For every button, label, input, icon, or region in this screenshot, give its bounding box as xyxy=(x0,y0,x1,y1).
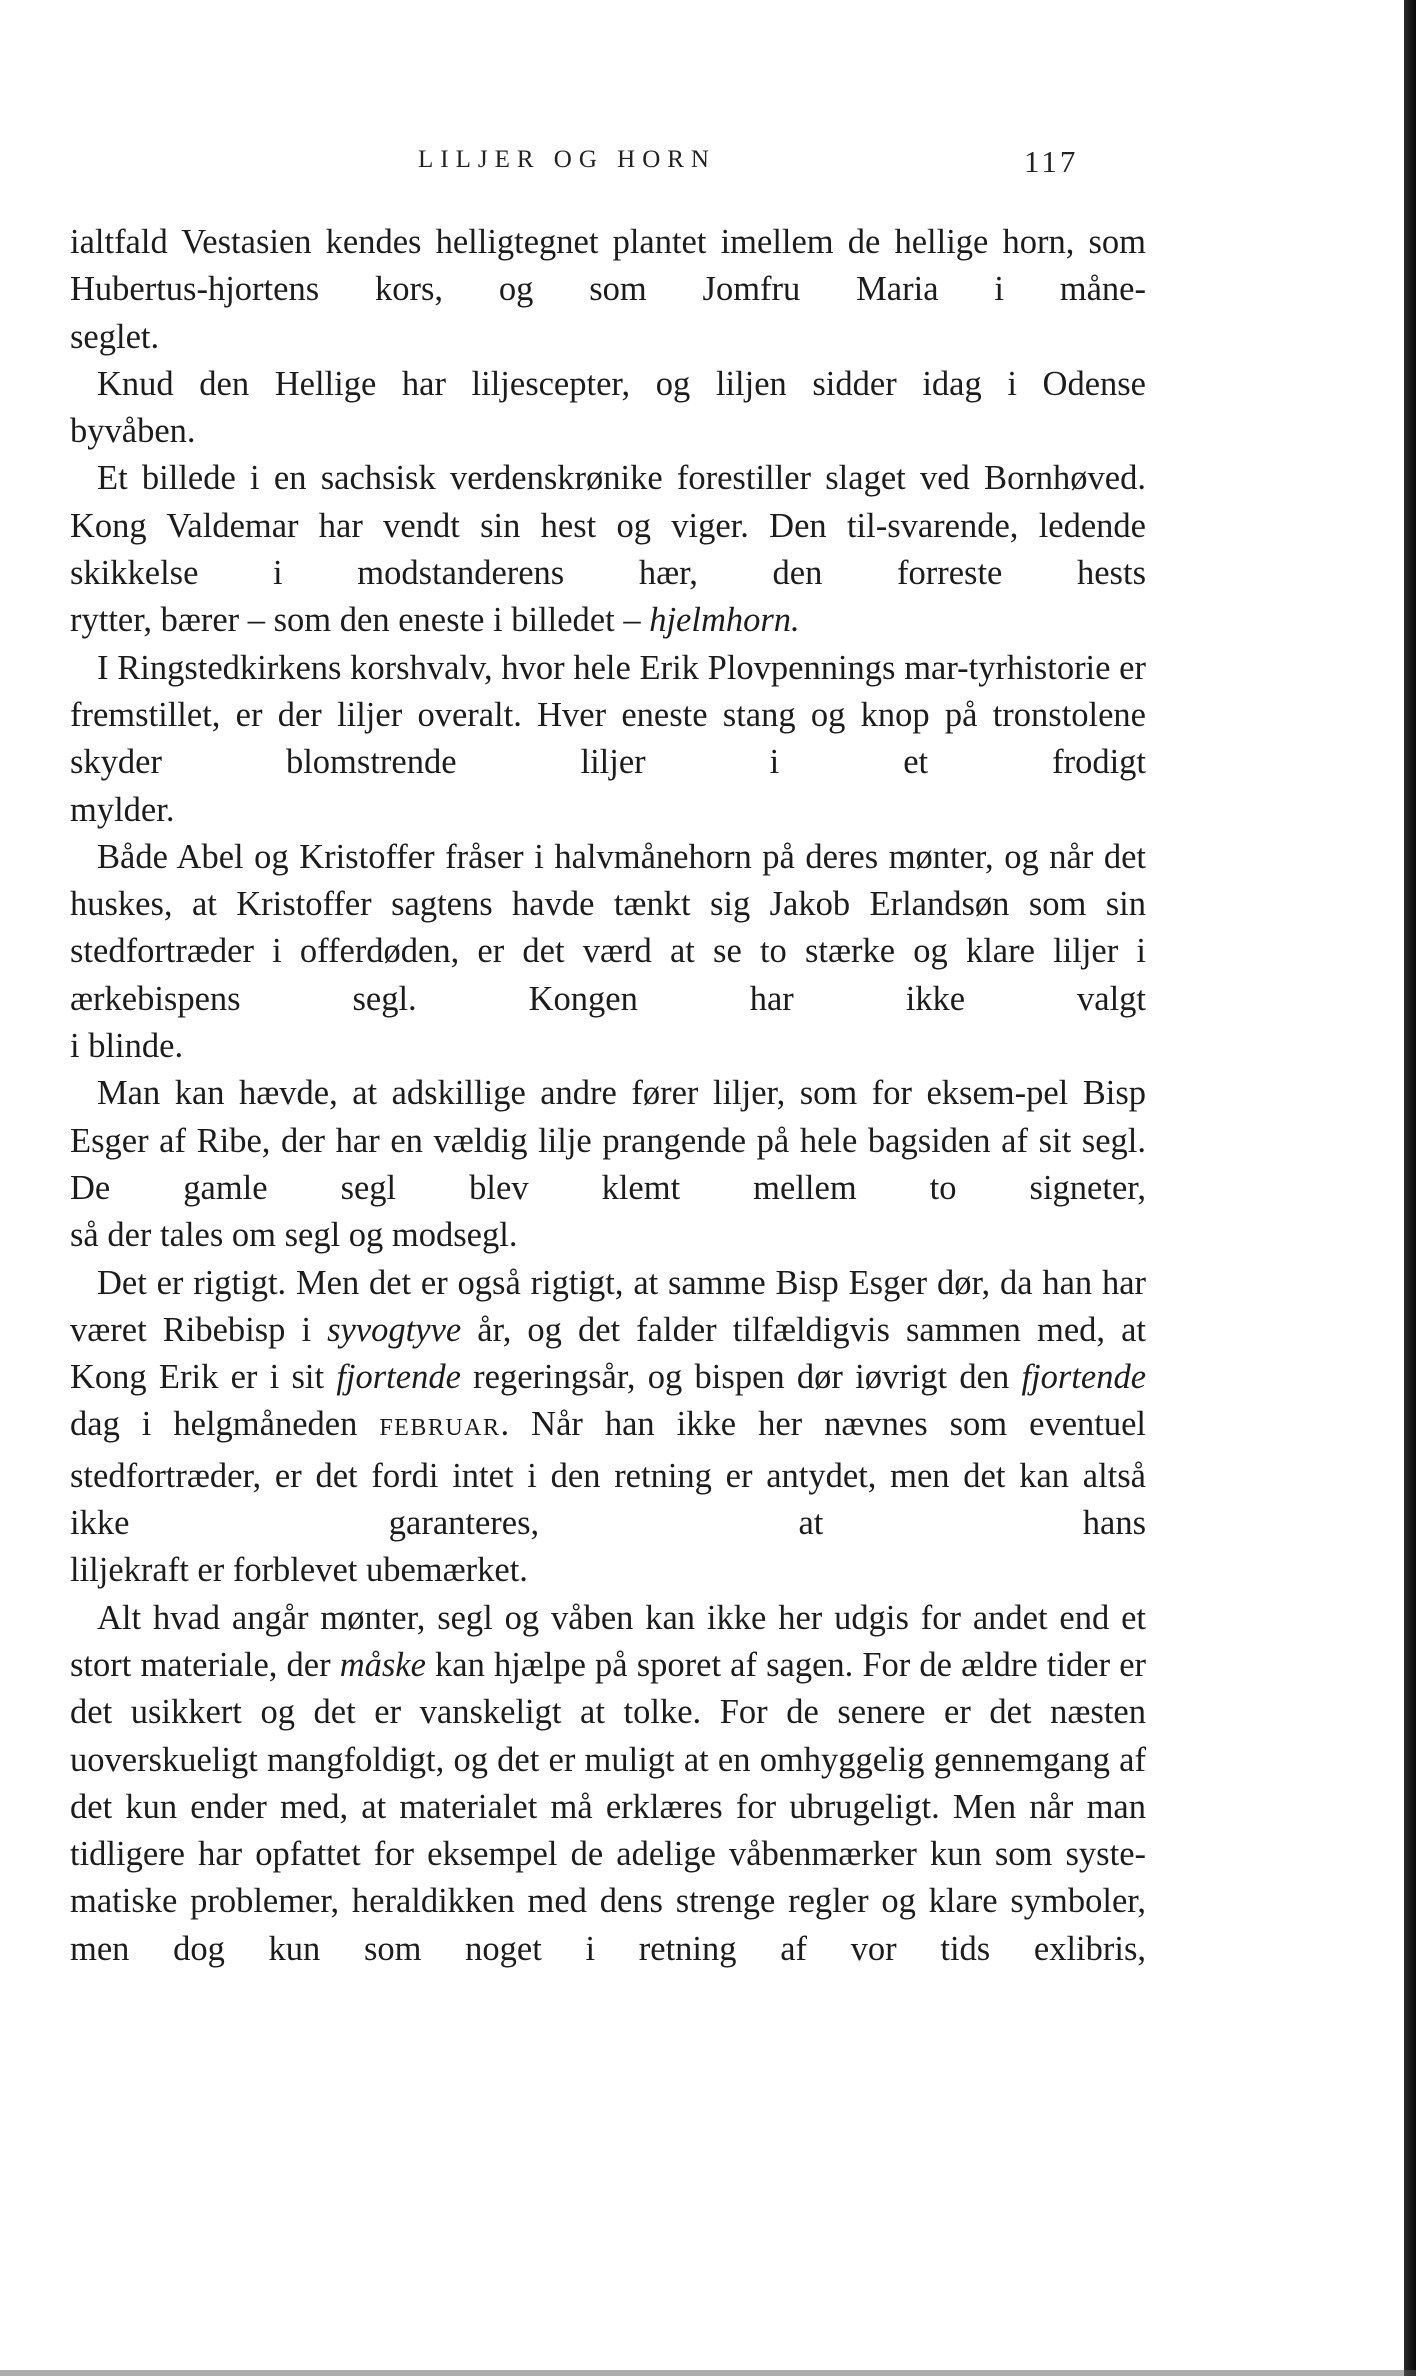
paragraph-1-last-line: seglet. xyxy=(70,317,160,356)
page-bottom-edge xyxy=(0,2370,1416,2376)
paragraph-7-text-4: dag i helgmåneden xyxy=(70,1405,380,1444)
paragraph-3-body: Et billede i en sachsisk verdenskrønike forestiller slaget ved Bornhøved. Kong Valdemar har vendt sin hest og viger. Den til-svarende, ledende skikkelse i modstanderens hær, den forreste hests xyxy=(70,459,1146,593)
paragraph-8-text-2: kan hjælpe på sporet af sagen. For de ældre tider er det usikkert og det er vanskeligt at tolke. For de senere er det næsten uoverskueligt mangfoldigt, og det er muligt at en omhyggelig gennemgang af det kun ender med, at materialet må erklæres for ubrugeligt. Men når man tidligere har opfattet for eksempel de adelige våbenmærker kun som syste-matiske problemer, heraldikken med dens strenge regler og klare symboler, men dog kun som noget i retning af vor tids exlibris, xyxy=(70,1645,1146,1968)
paragraph-5-body: Både Abel og Kristoffer fråser i halvmånehorn på deres mønter, og når det huskes, at Kristoffer sagtens havde tænkt sig Jakob Erlandsøn som sin stedfortræder i offerdøden, er det værd at se to stærke og klare liljer i ærkebispens segl. Kongen har ikke valgt xyxy=(70,837,1146,1018)
italic-hjelmhorn: hjelmhorn. xyxy=(649,601,800,640)
paragraph-8 xyxy=(70,1595,1146,1973)
italic-fjortende-2: fjortende xyxy=(1021,1358,1147,1397)
paragraph-2 xyxy=(70,361,1146,456)
italic-maske: måske xyxy=(339,1645,426,1684)
italic-fjortende-1: fjortende xyxy=(336,1358,461,1397)
paragraph-5 xyxy=(70,834,1146,1070)
paragraph-1-body: ialtfald Vestasien kendes helligtegnet plantet imellem de hellige horn, som Hubertus-hjortens kors, og som Jomfru Maria i måne- xyxy=(70,223,1146,309)
page-number: 117 xyxy=(1024,144,1079,179)
paragraph-6-last-line: så der tales om segl og modsegl. xyxy=(70,1216,518,1255)
paragraph-7-text-3: regeringsår, og bispen dør iøvrigt den xyxy=(460,1358,1022,1397)
paragraph-2-last-line: byvåben. xyxy=(70,412,196,451)
paragraph-7-text-1: Det er rigtigt. Men det er også rigtigt, at samme Bisp Esger dør, da han har været Ribebisp i xyxy=(70,1263,1146,1349)
paragraph-3 xyxy=(70,455,1146,644)
paragraph-4-body: I Ringstedkirkens korshvalv, hvor hele Erik Plovpennings mar-tyrhistorie er fremstillet, er der liljer overalt. Hver eneste stang og knop på tronstolene skyder blomstrende liljer i et frodigt xyxy=(70,648,1146,782)
paragraph-5-last-line: i blinde. xyxy=(70,1027,184,1066)
small-caps-februar: FEBRUAR xyxy=(379,1415,501,1442)
paragraph-6-body: Man kan hævde, at adskillige andre fører liljer, som for eksem-pel Bisp Esger af Ribe, der har en vældig lilje prangende på hele bagsiden af sit segl. De gamle segl blev klemt mellem to signeter, xyxy=(70,1074,1146,1207)
paragraph-2-body: Knud den Hellige har liljescepter, og liljen sidder idag i Odense xyxy=(97,364,1146,403)
paragraph-4-last-line: mylder. xyxy=(70,790,175,829)
body-text xyxy=(70,219,1146,1973)
paragraph-4 xyxy=(70,645,1146,834)
paragraph-7 xyxy=(70,1260,1146,1595)
paragraph-1 xyxy=(70,219,1146,361)
paragraph-8-text-1: Alt hvad angår mønter, segl og våben kan ikke her udgis for andet end et stort materiale, der xyxy=(70,1598,1146,1684)
page-header xyxy=(418,146,1118,186)
paragraph-3-last-line xyxy=(70,597,1146,644)
running-title: LILJER OG HORN xyxy=(418,146,716,173)
paragraph-6 xyxy=(70,1070,1146,1259)
italic-syvogtyve: syvogtyve xyxy=(327,1310,462,1349)
paragraph-3-last-text: rytter, bærer – som den eneste i billedet – xyxy=(70,601,650,640)
paragraph-7-text-5: . Når han ikke her nævnes som eventuel stedfortræder, er det fordi intet i den retning er antydet, men det kan altså ikke garanteres, at hans xyxy=(70,1405,1146,1543)
paragraph-7-last-line: liljekraft er forblevet ubemærket. xyxy=(70,1551,528,1590)
paragraph-7-text-2: år, og det falder tilfældigvis sammen med, at Kong Erik er i sit xyxy=(70,1310,1146,1397)
page-edge-shadow xyxy=(1404,0,1416,2376)
